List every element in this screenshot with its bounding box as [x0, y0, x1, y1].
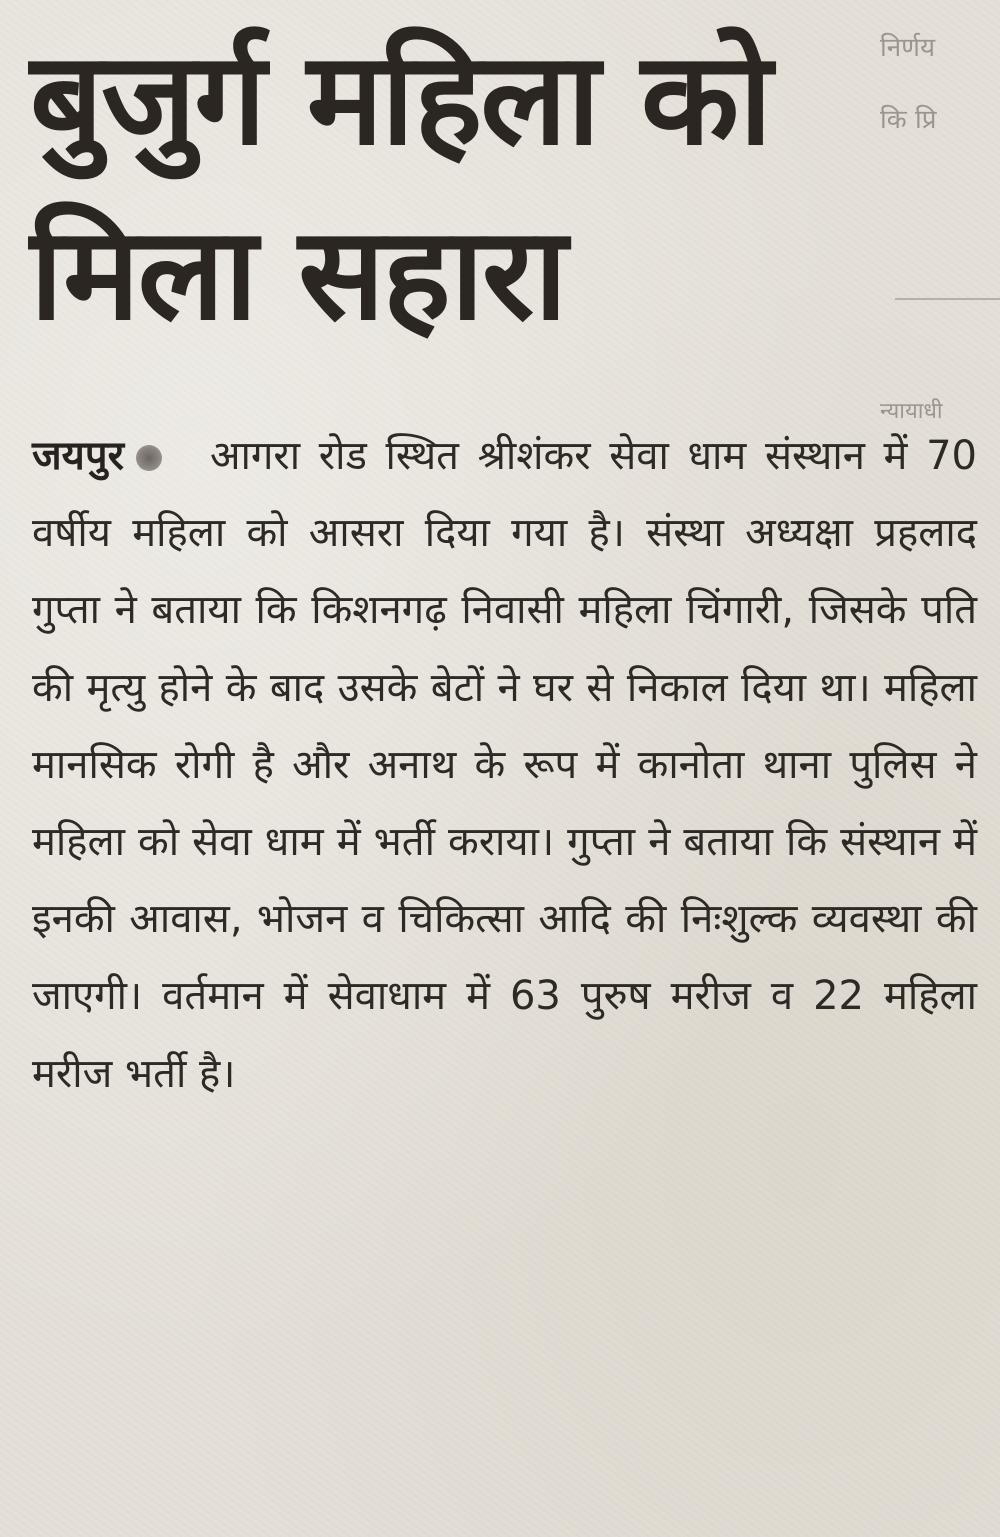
- adjacent-column-text: निर्णय: [880, 33, 936, 63]
- adjacent-column-rule: [895, 298, 1000, 300]
- headline-line-2: मिला सहारा: [30, 200, 566, 349]
- dateline: जयपुर: [32, 433, 124, 479]
- headline-line-1: बुजुर्ग महिला को: [30, 25, 771, 174]
- adjacent-column-text: न्यायाधी: [880, 399, 943, 424]
- headline: [30, 12, 870, 362]
- article-text: आगरा रोड स्थित श्रीशंकर सेवा धाम संस्थान में 70 वर्षीय महिला को आसरा दिया गया है। संस्था अध्यक्षा प्रहलाद गुप्ता ने बताया कि किशनगढ़ निवासी महिला चिंगारी, जिसके पति की मृत्यु होने के बाद उसके बेटों ने घर से निकाल दिया था। महिला मानसिक रोगी है और अनाथ के रूप में कानोता थाना पुलिस ने महिला को सेवा धाम में भर्ती कराया। गुप्ता ने बताया कि संस्थान में इनकी आवास, भोजन व चिकित्सा आदि की निःशुल्क व्यवस्था की जाएगी। वर्तमान में सेवाधाम में 63 पुरुष मरीज व 22 महिला मरीज भर्ती है।: [32, 433, 977, 1097]
- dateline-bullet-icon: [136, 445, 162, 471]
- article-body: [32, 418, 977, 1113]
- adjacent-column-text: कि प्रि: [880, 105, 937, 135]
